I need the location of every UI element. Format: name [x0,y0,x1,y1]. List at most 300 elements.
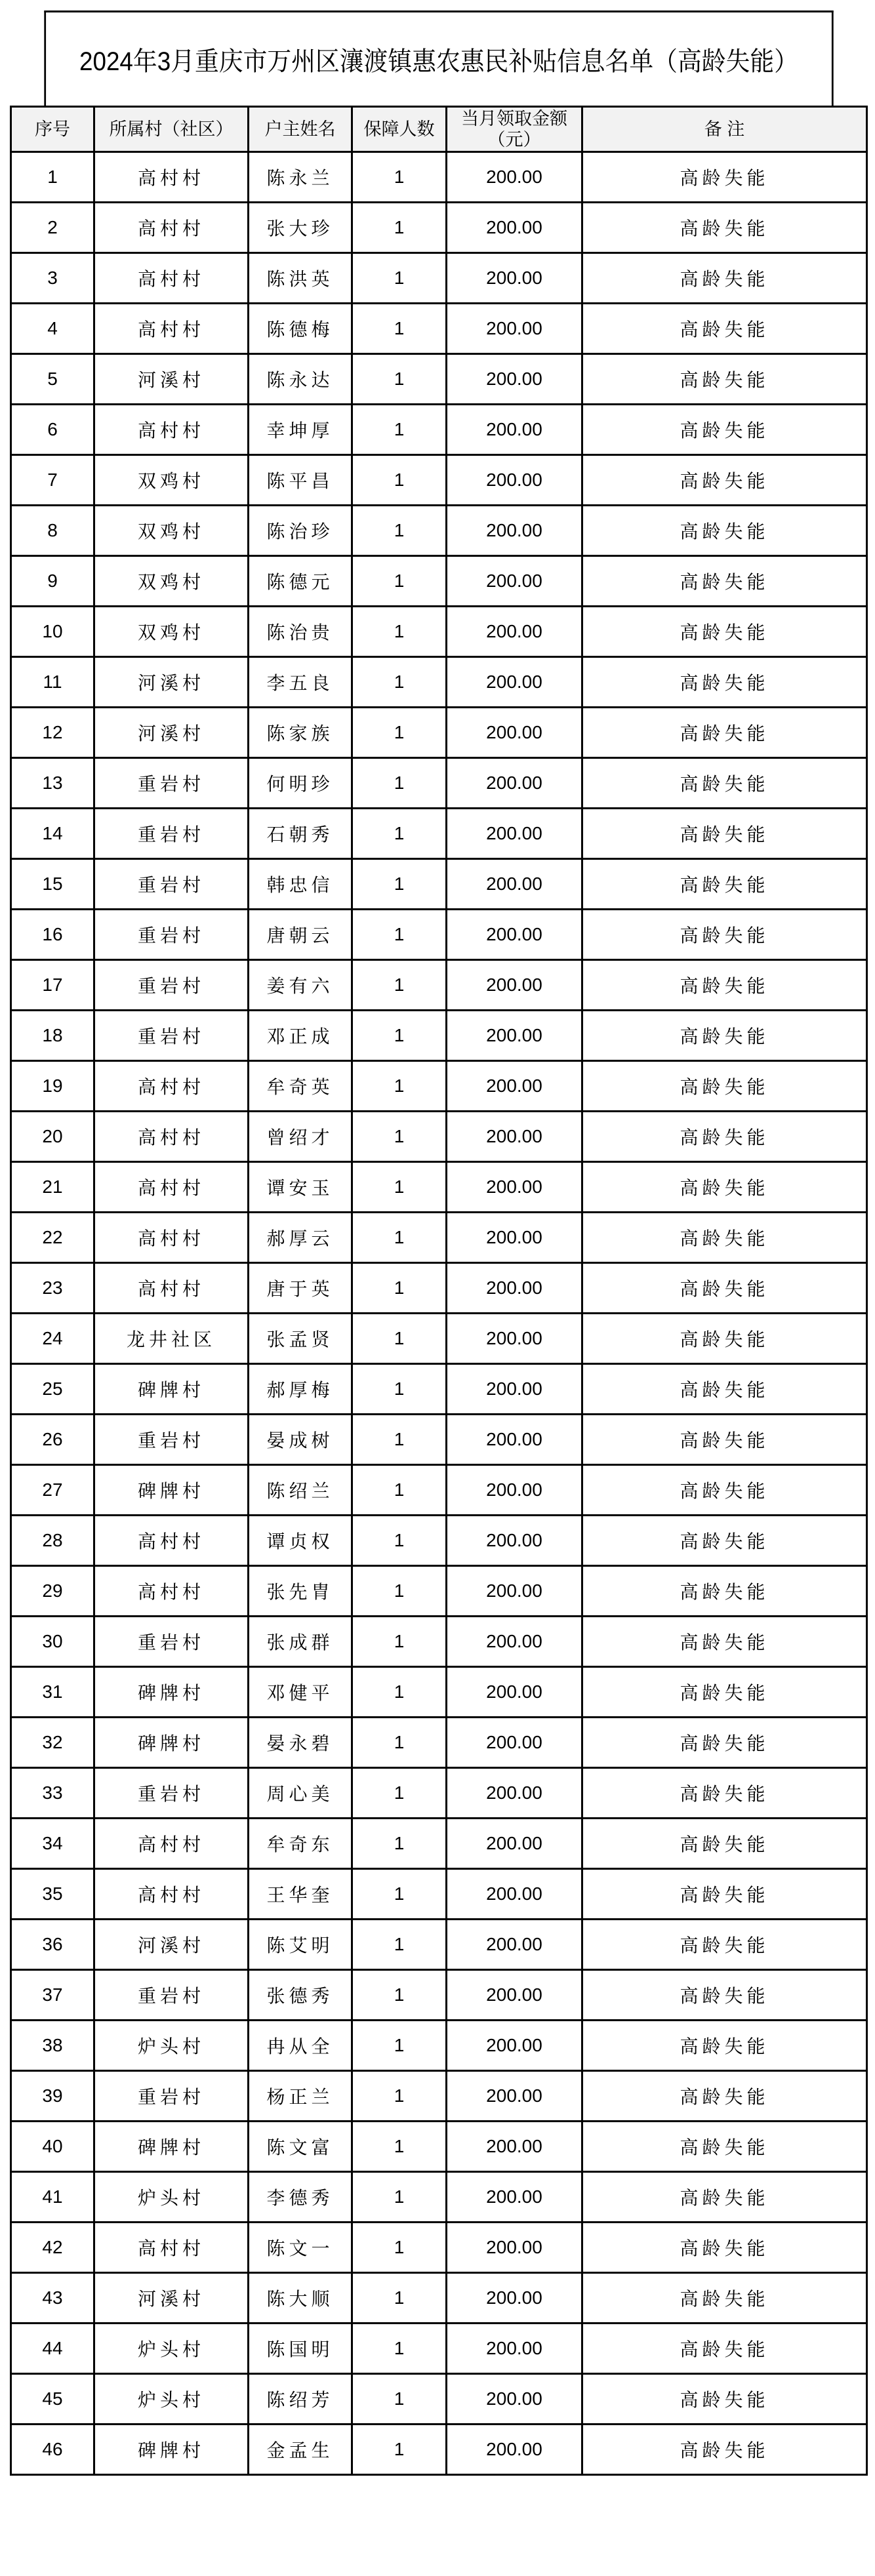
cell-householder: 陈永达 [249,354,352,405]
cell-village: 双鸡村 [94,607,249,657]
cell-index: 31 [11,1667,94,1718]
cell-village: 高村村 [94,1213,249,1263]
cell-village: 高村村 [94,253,249,304]
cell-village: 高村村 [94,1869,249,1920]
document-title: 2024年3月重庆市万州区瀼渡镇惠农惠民补贴信息名单（高龄失能） [44,10,833,106]
cell-remarks: 高龄失能 [582,2374,867,2425]
cell-monthly-amount: 200.00 [447,1970,582,2021]
table-row [11,1819,867,1869]
cell-householder: 何明珍 [249,758,352,809]
cell-village: 高村村 [94,1516,249,1566]
cell-householder: 陈洪英 [249,253,352,304]
cell-covered-persons: 1 [352,2021,447,2071]
cell-householder: 晏成树 [249,1415,352,1465]
cell-village: 碑牌村 [94,1718,249,1768]
cell-remarks: 高龄失能 [582,1263,867,1314]
cell-covered-persons: 1 [352,1667,447,1718]
cell-index: 34 [11,1819,94,1869]
table-row [11,2021,867,2071]
cell-index: 24 [11,1314,94,1364]
cell-householder: 牟奇英 [249,1061,352,1112]
cell-village: 高村村 [94,1263,249,1314]
table-row [11,1970,867,2021]
cell-village: 河溪村 [94,708,249,758]
cell-index: 13 [11,758,94,809]
cell-village: 高村村 [94,405,249,455]
cell-covered-persons: 1 [352,1465,447,1516]
cell-householder: 韩忠信 [249,859,352,910]
cell-monthly-amount: 200.00 [447,809,582,859]
cell-householder: 冉从全 [249,2021,352,2071]
cell-village: 高村村 [94,203,249,253]
table-row [11,203,867,253]
cell-village: 重岩村 [94,910,249,960]
table-row [11,1465,867,1516]
cell-village: 重岩村 [94,1768,249,1819]
table-row [11,1566,867,1617]
header-village: 所属村（社区） [94,107,249,152]
table-row [11,1162,867,1213]
cell-remarks: 高龄失能 [582,2071,867,2122]
cell-covered-persons: 1 [352,960,447,1011]
cell-village: 高村村 [94,1061,249,1112]
cell-covered-persons: 1 [352,1314,447,1364]
cell-remarks: 高龄失能 [582,1718,867,1768]
table-row [11,1718,867,1768]
cell-householder: 陈德元 [249,556,352,607]
cell-village: 重岩村 [94,2071,249,2122]
cell-village: 双鸡村 [94,506,249,556]
header-remarks: 备 注 [582,107,867,152]
table-row [11,1112,867,1162]
cell-covered-persons: 1 [352,1516,447,1566]
cell-covered-persons: 1 [352,506,447,556]
cell-monthly-amount: 200.00 [447,1516,582,1566]
cell-village: 炉头村 [94,2172,249,2223]
cell-remarks: 高龄失能 [582,1920,867,1970]
cell-householder: 陈绍兰 [249,1465,352,1516]
cell-monthly-amount: 200.00 [447,708,582,758]
cell-index: 46 [11,2425,94,2475]
cell-index: 5 [11,354,94,405]
cell-remarks: 高龄失能 [582,1314,867,1364]
cell-monthly-amount: 200.00 [447,2172,582,2223]
table-row [11,405,867,455]
table-row [11,910,867,960]
subsidy-table [10,106,868,2476]
cell-monthly-amount: 200.00 [447,1364,582,1415]
cell-remarks: 高龄失能 [582,960,867,1011]
cell-remarks: 高龄失能 [582,1617,867,1667]
table-row [11,455,867,506]
cell-index: 30 [11,1617,94,1667]
table-row [11,1364,867,1415]
subsidy-list-document [10,10,868,2476]
table-row [11,1667,867,1718]
cell-remarks: 高龄失能 [582,1768,867,1819]
table-row [11,2273,867,2324]
cell-remarks: 高龄失能 [582,2324,867,2374]
cell-householder: 陈家族 [249,708,352,758]
cell-village: 龙井社区 [94,1314,249,1364]
cell-index: 15 [11,859,94,910]
cell-covered-persons: 1 [352,1263,447,1314]
table-row [11,2324,867,2374]
cell-remarks: 高龄失能 [582,1112,867,1162]
cell-index: 26 [11,1415,94,1465]
cell-remarks: 高龄失能 [582,1364,867,1415]
cell-village: 重岩村 [94,809,249,859]
table-row [11,960,867,1011]
cell-monthly-amount: 200.00 [447,1213,582,1263]
cell-index: 36 [11,1920,94,1970]
cell-monthly-amount: 200.00 [447,1819,582,1869]
cell-index: 29 [11,1566,94,1617]
cell-village: 炉头村 [94,2021,249,2071]
cell-covered-persons: 1 [352,2223,447,2273]
cell-householder: 陈德梅 [249,304,352,354]
table-row [11,1011,867,1061]
cell-village: 碑牌村 [94,2425,249,2475]
cell-covered-persons: 1 [352,1061,447,1112]
cell-village: 高村村 [94,152,249,203]
cell-remarks: 高龄失能 [582,1061,867,1112]
cell-householder: 谭贞权 [249,1516,352,1566]
cell-index: 4 [11,304,94,354]
cell-monthly-amount: 200.00 [447,1718,582,1768]
cell-village: 重岩村 [94,960,249,1011]
table-row [11,1516,867,1566]
cell-remarks: 高龄失能 [582,1162,867,1213]
cell-covered-persons: 1 [352,1415,447,1465]
cell-householder: 陈艾明 [249,1920,352,1970]
cell-remarks: 高龄失能 [582,1011,867,1061]
cell-remarks: 高龄失能 [582,1516,867,1566]
cell-monthly-amount: 200.00 [447,152,582,203]
cell-index: 14 [11,809,94,859]
cell-householder: 陈文一 [249,2223,352,2273]
table-row [11,859,867,910]
cell-remarks: 高龄失能 [582,2122,867,2172]
cell-householder: 晏永碧 [249,1718,352,1768]
cell-index: 25 [11,1364,94,1415]
header-monthly-amount: 当月领取金额（元） [447,107,582,152]
cell-index: 9 [11,556,94,607]
cell-monthly-amount: 200.00 [447,1869,582,1920]
cell-village: 重岩村 [94,1970,249,2021]
cell-remarks: 高龄失能 [582,2273,867,2324]
table-row [11,556,867,607]
table-row [11,809,867,859]
cell-householder: 陈永兰 [249,152,352,203]
cell-village: 高村村 [94,1566,249,1617]
cell-index: 41 [11,2172,94,2223]
table-row [11,2374,867,2425]
cell-covered-persons: 1 [352,2273,447,2324]
cell-covered-persons: 1 [352,2374,447,2425]
cell-village: 河溪村 [94,354,249,405]
cell-householder: 李五良 [249,657,352,708]
cell-monthly-amount: 200.00 [447,455,582,506]
cell-remarks: 高龄失能 [582,2223,867,2273]
cell-monthly-amount: 200.00 [447,1920,582,1970]
table-row [11,1314,867,1364]
cell-householder: 杨正兰 [249,2071,352,2122]
cell-monthly-amount: 200.00 [447,1415,582,1465]
cell-remarks: 高龄失能 [582,809,867,859]
table-row [11,1263,867,1314]
cell-village: 碑牌村 [94,2122,249,2172]
cell-householder: 唐朝云 [249,910,352,960]
cell-householder: 张先胄 [249,1566,352,1617]
table-body [11,152,867,2475]
cell-householder: 姜有六 [249,960,352,1011]
cell-village: 炉头村 [94,2374,249,2425]
table-row [11,1061,867,1112]
table-row [11,2425,867,2475]
cell-householder: 幸坤厚 [249,405,352,455]
table-row [11,1213,867,1263]
cell-householder: 陈文富 [249,2122,352,2172]
cell-remarks: 高龄失能 [582,1970,867,2021]
table-row [11,2071,867,2122]
table-row [11,304,867,354]
cell-monthly-amount: 200.00 [447,960,582,1011]
table-row [11,2172,867,2223]
table-row [11,758,867,809]
cell-remarks: 高龄失能 [582,1213,867,1263]
cell-remarks: 高龄失能 [582,1667,867,1718]
cell-remarks: 高龄失能 [582,152,867,203]
cell-index: 6 [11,405,94,455]
cell-householder: 王华奎 [249,1869,352,1920]
cell-covered-persons: 1 [352,1566,447,1617]
cell-village: 重岩村 [94,1617,249,1667]
cell-index: 40 [11,2122,94,2172]
cell-householder: 陈大顺 [249,2273,352,2324]
cell-householder: 张大珍 [249,203,352,253]
cell-monthly-amount: 200.00 [447,1566,582,1617]
cell-village: 重岩村 [94,859,249,910]
cell-remarks: 高龄失能 [582,1869,867,1920]
cell-index: 38 [11,2021,94,2071]
table-row [11,354,867,405]
cell-householder: 金孟生 [249,2425,352,2475]
table-row [11,1617,867,1667]
cell-covered-persons: 1 [352,1718,447,1768]
cell-village: 碑牌村 [94,1364,249,1415]
cell-remarks: 高龄失能 [582,253,867,304]
cell-monthly-amount: 200.00 [447,354,582,405]
cell-index: 27 [11,1465,94,1516]
cell-householder: 牟奇东 [249,1819,352,1869]
cell-remarks: 高龄失能 [582,1819,867,1869]
cell-householder: 郝厚梅 [249,1364,352,1415]
cell-monthly-amount: 200.00 [447,2122,582,2172]
cell-remarks: 高龄失能 [582,910,867,960]
cell-remarks: 高龄失能 [582,1566,867,1617]
cell-index: 17 [11,960,94,1011]
cell-monthly-amount: 200.00 [447,1667,582,1718]
cell-monthly-amount: 200.00 [447,1263,582,1314]
cell-village: 河溪村 [94,657,249,708]
cell-village: 重岩村 [94,1011,249,1061]
cell-monthly-amount: 200.00 [447,1162,582,1213]
cell-monthly-amount: 200.00 [447,758,582,809]
table-row [11,152,867,203]
cell-covered-persons: 1 [352,758,447,809]
cell-covered-persons: 1 [352,556,447,607]
cell-index: 22 [11,1213,94,1263]
cell-remarks: 高龄失能 [582,607,867,657]
cell-village: 河溪村 [94,2273,249,2324]
cell-remarks: 高龄失能 [582,2021,867,2071]
cell-householder: 邓健平 [249,1667,352,1718]
cell-index: 8 [11,506,94,556]
cell-monthly-amount: 200.00 [447,2425,582,2475]
cell-covered-persons: 1 [352,203,447,253]
cell-index: 35 [11,1869,94,1920]
cell-monthly-amount: 200.00 [447,1061,582,1112]
cell-covered-persons: 1 [352,1011,447,1061]
cell-village: 碑牌村 [94,1465,249,1516]
cell-householder: 张孟贤 [249,1314,352,1364]
cell-covered-persons: 1 [352,657,447,708]
cell-remarks: 高龄失能 [582,2425,867,2475]
cell-remarks: 高龄失能 [582,859,867,910]
cell-covered-persons: 1 [352,152,447,203]
cell-covered-persons: 1 [352,354,447,405]
cell-householder: 邓正成 [249,1011,352,1061]
cell-index: 32 [11,1718,94,1768]
cell-village: 重岩村 [94,758,249,809]
cell-remarks: 高龄失能 [582,455,867,506]
cell-monthly-amount: 200.00 [447,203,582,253]
table-row [11,1920,867,1970]
cell-remarks: 高龄失能 [582,506,867,556]
cell-covered-persons: 1 [352,1112,447,1162]
cell-monthly-amount: 200.00 [447,1011,582,1061]
cell-monthly-amount: 200.00 [447,607,582,657]
cell-householder: 唐于英 [249,1263,352,1314]
table-row [11,1415,867,1465]
cell-householder: 陈治珍 [249,506,352,556]
cell-monthly-amount: 200.00 [447,657,582,708]
cell-remarks: 高龄失能 [582,354,867,405]
table-row [11,506,867,556]
cell-monthly-amount: 200.00 [447,405,582,455]
cell-covered-persons: 1 [352,455,447,506]
table-row [11,1869,867,1920]
cell-covered-persons: 1 [352,607,447,657]
cell-covered-persons: 1 [352,1920,447,1970]
cell-covered-persons: 1 [352,1869,447,1920]
table-row [11,657,867,708]
cell-covered-persons: 1 [352,2071,447,2122]
cell-index: 42 [11,2223,94,2273]
cell-index: 12 [11,708,94,758]
cell-index: 1 [11,152,94,203]
cell-remarks: 高龄失能 [582,1415,867,1465]
cell-covered-persons: 1 [352,708,447,758]
cell-monthly-amount: 200.00 [447,1112,582,1162]
table-row [11,2223,867,2273]
cell-householder: 张成群 [249,1617,352,1667]
cell-monthly-amount: 200.00 [447,304,582,354]
cell-covered-persons: 1 [352,859,447,910]
cell-remarks: 高龄失能 [582,405,867,455]
cell-covered-persons: 1 [352,2172,447,2223]
cell-index: 7 [11,455,94,506]
cell-village: 河溪村 [94,1920,249,1970]
cell-index: 33 [11,1768,94,1819]
cell-index: 37 [11,1970,94,2021]
cell-covered-persons: 1 [352,253,447,304]
cell-index: 2 [11,203,94,253]
cell-index: 16 [11,910,94,960]
table-row [11,2122,867,2172]
cell-monthly-amount: 200.00 [447,253,582,304]
cell-covered-persons: 1 [352,910,447,960]
cell-monthly-amount: 200.00 [447,2374,582,2425]
cell-covered-persons: 1 [352,1162,447,1213]
cell-monthly-amount: 200.00 [447,1314,582,1364]
cell-householder: 李德秀 [249,2172,352,2223]
cell-index: 3 [11,253,94,304]
cell-covered-persons: 1 [352,809,447,859]
cell-monthly-amount: 200.00 [447,1617,582,1667]
cell-remarks: 高龄失能 [582,203,867,253]
header-covered-persons: 保障人数 [352,107,447,152]
cell-monthly-amount: 200.00 [447,2021,582,2071]
cell-index: 20 [11,1112,94,1162]
cell-index: 21 [11,1162,94,1213]
table-row [11,253,867,304]
cell-index: 39 [11,2071,94,2122]
cell-covered-persons: 1 [352,2324,447,2374]
cell-monthly-amount: 200.00 [447,2324,582,2374]
cell-village: 双鸡村 [94,455,249,506]
cell-village: 高村村 [94,1162,249,1213]
cell-householder: 曾绍才 [249,1112,352,1162]
table-row [11,607,867,657]
cell-remarks: 高龄失能 [582,1465,867,1516]
cell-remarks: 高龄失能 [582,304,867,354]
cell-index: 28 [11,1516,94,1566]
cell-householder: 石朝秀 [249,809,352,859]
cell-covered-persons: 1 [352,2122,447,2172]
cell-village: 炉头村 [94,2324,249,2374]
cell-village: 高村村 [94,1819,249,1869]
header-index: 序号 [11,107,94,152]
cell-covered-persons: 1 [352,1768,447,1819]
cell-village: 高村村 [94,304,249,354]
cell-householder: 陈绍芳 [249,2374,352,2425]
cell-monthly-amount: 200.00 [447,2273,582,2324]
cell-index: 45 [11,2374,94,2425]
cell-index: 23 [11,1263,94,1314]
cell-covered-persons: 1 [352,1213,447,1263]
cell-index: 11 [11,657,94,708]
cell-householder: 郝厚云 [249,1213,352,1263]
table-header-row [11,107,867,152]
cell-householder: 陈国明 [249,2324,352,2374]
cell-monthly-amount: 200.00 [447,859,582,910]
cell-index: 10 [11,607,94,657]
cell-covered-persons: 1 [352,1364,447,1415]
cell-village: 双鸡村 [94,556,249,607]
cell-covered-persons: 1 [352,304,447,354]
